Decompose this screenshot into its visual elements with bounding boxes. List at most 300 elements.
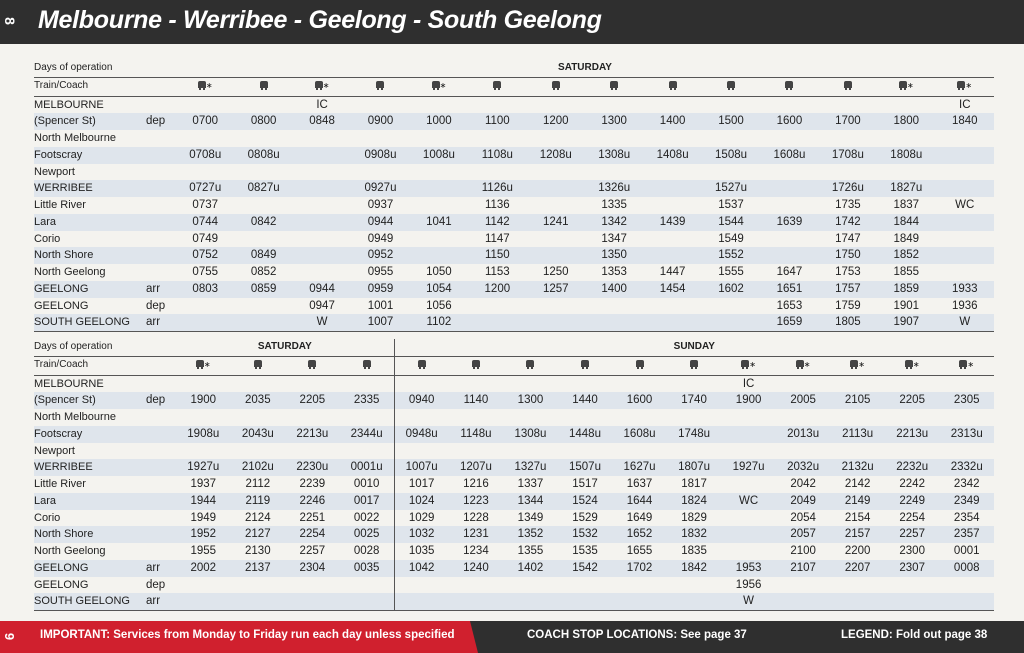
time-cell xyxy=(340,375,395,392)
time-cell xyxy=(176,409,231,426)
time-cell xyxy=(293,147,351,164)
time-cell: 1647 xyxy=(776,266,803,279)
time-cell: 2335 xyxy=(340,392,395,409)
time-cell: 0755 xyxy=(192,266,219,279)
time-cell xyxy=(234,314,292,331)
time-cell: 0028 xyxy=(353,545,380,558)
time-cell: 2257 xyxy=(299,545,326,558)
train-icon xyxy=(468,77,526,96)
time-cell xyxy=(394,593,449,610)
time-cell xyxy=(449,593,504,610)
time-cell: 1142 xyxy=(468,214,526,231)
time-cell: 2113u xyxy=(830,426,885,443)
time-cell: 1840 xyxy=(936,113,995,130)
time-cell: 1542 xyxy=(558,560,613,577)
station-name: Corio xyxy=(34,511,61,524)
train-star-icon: ∗ xyxy=(410,77,468,96)
time-cell xyxy=(760,231,818,248)
time-cell: 1308u xyxy=(503,426,558,443)
time-cell: 1555 xyxy=(718,266,744,279)
timetable-row xyxy=(34,560,994,577)
arr-dep-label xyxy=(146,96,176,113)
time-cell: 1150 xyxy=(468,247,526,264)
time-cell xyxy=(394,375,449,392)
time-cell: 2130 xyxy=(245,545,271,558)
time-cell: 1549 xyxy=(718,232,744,245)
time-cell xyxy=(721,476,776,493)
time-cell xyxy=(293,231,351,248)
time-cell xyxy=(410,130,468,147)
arr-dep-label: arr xyxy=(146,560,176,577)
time-cell: 1308u xyxy=(585,147,643,164)
time-cell xyxy=(760,180,818,197)
time-cell xyxy=(293,247,351,264)
time-cell: WC xyxy=(955,199,975,212)
time-cell xyxy=(410,164,468,181)
time-cell xyxy=(885,577,940,594)
time-cell: 1649 xyxy=(626,511,653,524)
time-cell xyxy=(939,443,994,460)
time-cell: 2307 xyxy=(885,560,940,577)
time-cell: 1937 xyxy=(190,478,217,491)
time-cell xyxy=(585,298,643,315)
time-cell xyxy=(760,247,818,264)
time-cell: 1807u xyxy=(667,459,722,476)
time-cell: 1524 xyxy=(558,493,613,510)
train-icon xyxy=(643,77,701,96)
time-cell: 1035 xyxy=(394,543,449,560)
time-cell xyxy=(643,197,701,214)
timetable-row xyxy=(34,180,994,197)
time-cell: 1517 xyxy=(572,478,598,491)
time-cell: 1352 xyxy=(503,526,558,543)
time-cell: 2035 xyxy=(231,392,286,409)
time-cell: 1535 xyxy=(572,545,598,558)
time-cell: 1952 xyxy=(176,526,231,543)
time-cell: 1200 xyxy=(468,281,526,298)
train-star-icon: ∗ xyxy=(176,356,231,375)
time-cell xyxy=(558,593,613,610)
time-cell: 1835 xyxy=(681,545,707,558)
time-cell xyxy=(340,443,395,460)
arr-dep-label xyxy=(146,180,176,197)
time-cell: 2205 xyxy=(285,392,340,409)
time-cell: 1001 xyxy=(367,299,394,312)
time-cell xyxy=(585,96,643,113)
time-cell xyxy=(612,375,667,392)
time-cell xyxy=(830,593,885,610)
time-cell: IC xyxy=(959,98,971,111)
time-cell: 2257 xyxy=(885,526,940,543)
time-cell: 1832 xyxy=(667,526,722,543)
time-cell xyxy=(231,375,286,392)
time-cell xyxy=(527,314,585,331)
time-cell: 0737 xyxy=(192,199,219,212)
time-cell: 1050 xyxy=(426,266,452,279)
time-cell: 1337 xyxy=(517,478,544,491)
time-cell xyxy=(760,96,818,113)
time-cell: 1507u xyxy=(558,459,613,476)
train-coach-label: Train/Coach xyxy=(34,356,176,375)
time-cell: 1907 xyxy=(877,314,935,331)
saturday-sunday-timetable xyxy=(34,339,994,611)
time-cell: 1147 xyxy=(484,232,510,245)
arr-dep-label xyxy=(146,443,176,460)
time-cell xyxy=(394,443,449,460)
time-cell xyxy=(503,375,558,392)
day-heading-saturday: SATURDAY xyxy=(176,60,994,77)
time-cell: 0948u xyxy=(394,426,449,443)
time-cell: 2205 xyxy=(885,392,940,409)
time-cell: 1817 xyxy=(681,478,707,491)
time-cell: 1408u xyxy=(643,147,701,164)
time-cell: 1250 xyxy=(542,266,569,279)
time-cell: 1300 xyxy=(585,113,643,130)
timetable-row xyxy=(34,147,994,164)
time-cell: IC xyxy=(316,98,328,111)
time-cell xyxy=(776,375,831,392)
days-of-operation-label: Days of operation xyxy=(34,60,176,77)
time-cell: 1054 xyxy=(410,281,468,298)
time-cell: 0952 xyxy=(351,247,409,264)
time-cell xyxy=(643,314,701,331)
time-cell: 1126u xyxy=(468,180,526,197)
timetable-row xyxy=(34,577,994,594)
time-cell xyxy=(231,577,286,594)
time-cell: 0852 xyxy=(250,266,277,279)
time-cell: 1552 xyxy=(702,247,760,264)
time-cell: 1148u xyxy=(449,426,504,443)
station-name: Newport xyxy=(34,165,75,178)
time-cell: 0908u xyxy=(351,147,409,164)
station-name: (Spencer St) xyxy=(34,392,146,409)
time-cell: 2057 xyxy=(776,526,831,543)
time-cell: 1342 xyxy=(585,214,643,231)
time-cell xyxy=(585,314,643,331)
time-cell: 1600 xyxy=(612,392,667,409)
station-name: GEELONG xyxy=(34,281,146,298)
time-cell: W xyxy=(936,314,995,331)
time-cell: 2013u xyxy=(776,426,831,443)
time-cell: 1852 xyxy=(877,247,935,264)
time-cell xyxy=(702,314,760,331)
time-cell: 1402 xyxy=(503,560,558,577)
time-cell: 2344u xyxy=(340,426,395,443)
time-cell xyxy=(819,96,877,113)
time-cell: 1350 xyxy=(585,247,643,264)
timetable-row xyxy=(34,164,994,181)
time-cell: 1827u xyxy=(877,180,935,197)
time-cell: 2137 xyxy=(231,560,286,577)
time-cell xyxy=(830,577,885,594)
time-cell: 0947 xyxy=(309,299,335,312)
time-cell xyxy=(776,443,831,460)
train-icon xyxy=(612,356,667,375)
time-cell: 1637 xyxy=(626,478,653,491)
time-cell xyxy=(410,96,468,113)
time-cell xyxy=(667,577,722,594)
time-cell xyxy=(877,164,935,181)
time-cell xyxy=(468,298,526,315)
time-cell: 0022 xyxy=(353,511,380,524)
time-cell: 1735 xyxy=(835,199,861,212)
time-cell: 1241 xyxy=(527,214,585,231)
train-star-icon: ∗ xyxy=(176,77,234,96)
timetable-row xyxy=(34,113,994,130)
time-cell xyxy=(776,577,831,594)
time-cell: 1327u xyxy=(503,459,558,476)
station-name: North Shore xyxy=(34,526,146,543)
time-cell xyxy=(503,409,558,426)
time-cell xyxy=(285,577,340,594)
time-cell xyxy=(176,593,231,610)
time-cell xyxy=(231,443,286,460)
time-cell xyxy=(468,130,526,147)
time-cell: 1042 xyxy=(394,560,449,577)
time-cell: 1944 xyxy=(176,493,231,510)
time-cell: 2149 xyxy=(830,493,885,510)
time-cell: 1102 xyxy=(410,314,468,331)
time-cell xyxy=(293,180,351,197)
arr-dep-label: arr xyxy=(146,281,176,298)
time-cell: 2251 xyxy=(299,511,326,524)
time-cell xyxy=(776,593,831,610)
station-name: Lara xyxy=(34,493,146,510)
train-star-icon: ∗ xyxy=(936,77,995,96)
time-cell: 1644 xyxy=(612,493,667,510)
time-cell xyxy=(702,130,760,147)
time-cell: 1056 xyxy=(426,299,452,312)
time-cell: 1842 xyxy=(667,560,722,577)
train-icon xyxy=(702,77,760,96)
time-cell xyxy=(449,443,504,460)
time-cell xyxy=(527,231,585,248)
time-cell: 1257 xyxy=(527,281,585,298)
timetable-row xyxy=(34,214,994,231)
day-heading-sunday: SUNDAY xyxy=(394,339,994,356)
time-cell: 2246 xyxy=(285,493,340,510)
time-cell: 1829 xyxy=(681,511,707,524)
arr-dep-label xyxy=(146,197,176,214)
time-cell xyxy=(939,593,994,610)
station-name: Footscray xyxy=(34,147,146,164)
time-cell: 1355 xyxy=(517,545,544,558)
time-cell xyxy=(721,526,776,543)
time-cell: 1024 xyxy=(394,493,449,510)
time-cell: 0848 xyxy=(293,113,351,130)
time-cell: 2304 xyxy=(285,560,340,577)
time-cell xyxy=(585,130,643,147)
time-cell: 0749 xyxy=(192,232,219,245)
time-cell: 1041 xyxy=(410,214,468,231)
arr-dep-label xyxy=(146,264,176,281)
time-cell: 1608u xyxy=(760,147,818,164)
train-icon xyxy=(503,356,558,375)
station-name: Little River xyxy=(34,199,86,212)
time-cell xyxy=(285,375,340,392)
time-cell: 0927u xyxy=(351,180,409,197)
time-cell xyxy=(527,247,585,264)
time-cell: 1702 xyxy=(612,560,667,577)
time-cell xyxy=(702,96,760,113)
time-cell xyxy=(351,164,409,181)
train-icon xyxy=(340,356,395,375)
time-cell xyxy=(877,96,935,113)
time-cell xyxy=(936,214,995,231)
timetable-row xyxy=(34,247,994,264)
time-cell xyxy=(231,409,286,426)
time-cell xyxy=(410,231,468,248)
time-cell: 2032u xyxy=(776,459,831,476)
time-cell xyxy=(176,314,234,331)
time-cell: 1100 xyxy=(468,113,526,130)
time-cell xyxy=(234,130,292,147)
time-cell xyxy=(760,130,818,147)
train-coach-label: Train/Coach xyxy=(34,77,176,96)
time-cell: 1349 xyxy=(517,511,544,524)
time-cell xyxy=(760,164,818,181)
train-star-icon: ∗ xyxy=(885,356,940,375)
train-icon xyxy=(449,356,504,375)
timetable-row xyxy=(34,392,994,409)
time-cell: 0035 xyxy=(340,560,395,577)
time-cell xyxy=(643,96,701,113)
arr-dep-label xyxy=(146,164,176,181)
time-cell: 2242 xyxy=(899,478,925,491)
timetable-row xyxy=(34,459,994,476)
arr-dep-label xyxy=(146,493,176,510)
train-icon xyxy=(819,77,877,96)
time-cell xyxy=(176,375,231,392)
time-cell: 2213u xyxy=(885,426,940,443)
time-cell: 1652 xyxy=(612,526,667,543)
time-cell: 2232u xyxy=(885,459,940,476)
station-name: SOUTH GEELONG xyxy=(34,593,146,610)
time-cell xyxy=(885,375,940,392)
arr-dep-label xyxy=(146,409,176,426)
time-cell xyxy=(585,164,643,181)
station-name: GEELONG xyxy=(34,299,89,312)
train-icon xyxy=(667,356,722,375)
time-cell xyxy=(176,164,234,181)
arr-dep-label xyxy=(146,231,176,248)
time-cell xyxy=(503,593,558,610)
time-cell: 1639 xyxy=(760,214,818,231)
time-cell xyxy=(449,375,504,392)
arr-dep-label: dep xyxy=(146,578,166,591)
time-cell: 2254 xyxy=(899,511,925,524)
time-cell xyxy=(667,409,722,426)
train-star-icon: ∗ xyxy=(939,356,994,375)
station-name: MELBOURNE xyxy=(34,377,104,390)
time-cell: 1440 xyxy=(558,392,613,409)
time-cell xyxy=(558,375,613,392)
train-icon xyxy=(760,77,818,96)
time-cell: 1600 xyxy=(760,113,818,130)
time-cell: 2305 xyxy=(939,392,994,409)
train-icon xyxy=(558,356,613,375)
time-cell: 1326u xyxy=(585,180,643,197)
time-cell: 1500 xyxy=(702,113,760,130)
time-cell: 0744 xyxy=(176,214,234,231)
time-cell: 1347 xyxy=(601,232,627,245)
time-cell: 1208u xyxy=(527,147,585,164)
time-cell xyxy=(558,577,613,594)
time-cell: 0842 xyxy=(234,214,292,231)
time-cell: 2049 xyxy=(776,493,831,510)
time-cell: 0955 xyxy=(367,266,394,279)
time-cell xyxy=(231,593,286,610)
time-cell xyxy=(936,231,995,248)
station-name: SOUTH GEELONG xyxy=(34,314,146,331)
time-cell xyxy=(643,298,701,315)
time-cell xyxy=(721,443,776,460)
time-cell xyxy=(643,247,701,264)
time-cell: 1936 xyxy=(951,299,978,312)
time-cell: 2132u xyxy=(830,459,885,476)
arr-dep-label: dep xyxy=(146,299,166,312)
time-cell: 2357 xyxy=(939,526,994,543)
time-cell: 2230u xyxy=(285,459,340,476)
time-cell xyxy=(176,298,234,315)
time-cell: 1700 xyxy=(819,113,877,130)
time-cell: 0017 xyxy=(340,493,395,510)
arr-dep-label xyxy=(146,214,176,231)
time-cell xyxy=(527,180,585,197)
time-cell xyxy=(721,409,776,426)
station-name: Newport xyxy=(34,444,75,457)
arr-dep-label: arr xyxy=(146,314,176,331)
time-cell xyxy=(394,577,449,594)
time-cell: 0752 xyxy=(176,247,234,264)
time-cell: 1855 xyxy=(893,266,920,279)
time-cell xyxy=(527,298,585,315)
train-icon xyxy=(585,77,643,96)
time-cell: 1602 xyxy=(702,281,760,298)
time-cell xyxy=(351,130,409,147)
time-cell xyxy=(819,130,877,147)
time-cell xyxy=(612,409,667,426)
page-footer xyxy=(0,621,1024,653)
timetable-row xyxy=(34,96,994,113)
timetable-row xyxy=(34,298,994,315)
days-of-operation-label: Days of operation xyxy=(34,339,176,356)
station-name: WERRIBEE xyxy=(34,459,146,476)
time-cell: 0008 xyxy=(939,560,994,577)
station-name: North Melbourne xyxy=(34,132,116,145)
time-cell: 1800 xyxy=(877,113,935,130)
coach-stop-note: COACH STOP LOCATIONS: See page 37 xyxy=(527,629,747,641)
time-cell: 1300 xyxy=(503,392,558,409)
time-cell: 1655 xyxy=(626,545,653,558)
time-cell xyxy=(468,96,526,113)
time-cell: 2157 xyxy=(830,526,885,543)
time-cell: 1900 xyxy=(176,392,231,409)
time-cell: 2105 xyxy=(830,392,885,409)
train-icon xyxy=(234,77,292,96)
timetable-row xyxy=(34,510,994,527)
time-cell xyxy=(293,197,351,214)
time-cell: 1207u xyxy=(449,459,504,476)
timetable-row xyxy=(34,375,994,392)
time-cell: 2349 xyxy=(939,493,994,510)
time-cell: 1544 xyxy=(702,214,760,231)
time-cell: 1153 xyxy=(484,266,510,279)
time-cell: 0803 xyxy=(176,281,234,298)
time-cell xyxy=(293,214,351,231)
time-cell: 1200 xyxy=(527,113,585,130)
time-cell: 1007 xyxy=(351,314,409,331)
